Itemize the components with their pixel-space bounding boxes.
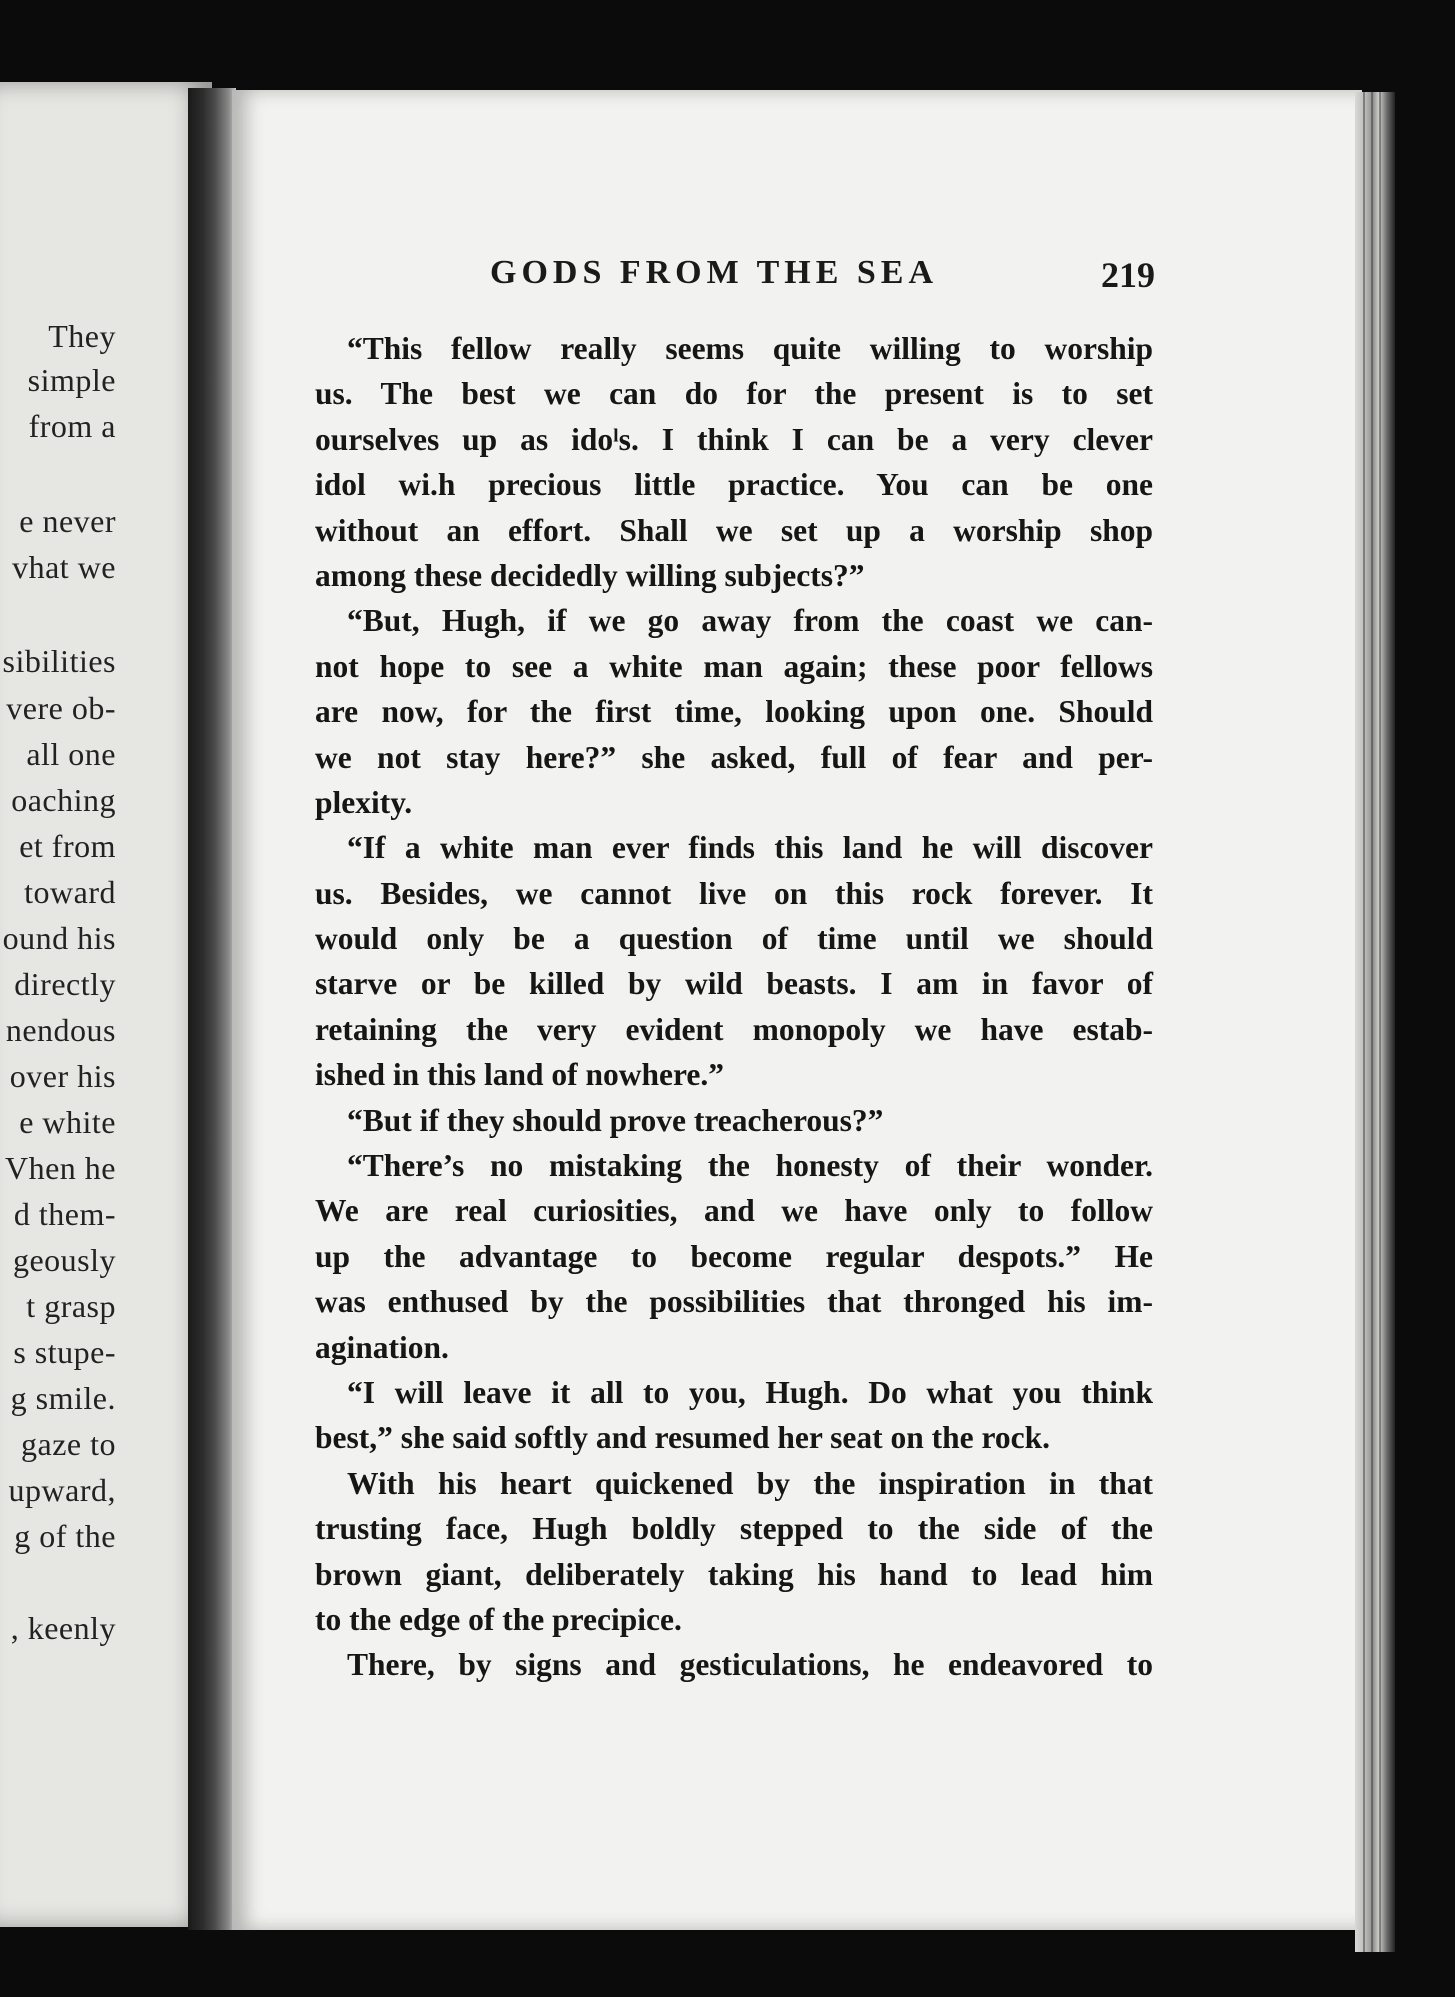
text-line: was enthused by the possibilities that thronged his im- [315, 1284, 1153, 1320]
text-line: us. Besides, we cannot live on this rock forever. It [315, 875, 1153, 911]
left-page-fragment: from a [28, 408, 116, 444]
left-page-fragment: toward [24, 874, 116, 910]
text-line: There, by signs and gesticulations, he endeavored to [347, 1647, 1153, 1683]
left-facing-page [0, 82, 212, 1927]
text-line: retaining the very evident monopoly we have estab- [315, 1011, 1153, 1047]
text-line: We are real curiosities, and we have only to follow [315, 1193, 1153, 1229]
text-line: “I will leave it all to you, Hugh. Do what you think [347, 1374, 1153, 1410]
left-page-fragment: They [48, 318, 116, 354]
left-page-fragment: geously [12, 1242, 116, 1278]
left-page-fragment: g smile. [10, 1380, 116, 1416]
book-gutter [188, 88, 236, 1930]
left-page-fragment: upward, [8, 1472, 116, 1508]
text-line: ished in this land of nowhere.” [315, 1057, 725, 1093]
text-line: trusting face, Hugh boldly stepped to the side of the [315, 1511, 1153, 1547]
left-page-fragment: Vhen he [4, 1150, 116, 1186]
page-number: 219 [1101, 255, 1155, 295]
left-page-fragment: gaze to [21, 1426, 116, 1462]
text-line: “There’s no mistaking the honesty of their wonder. [347, 1148, 1153, 1184]
left-page-fragment: t grasp [26, 1288, 116, 1324]
text-line: ourselves up as idoˡs. I think I can be a very clever [315, 421, 1153, 457]
running-head: GODS FROM THE SEA [490, 254, 939, 291]
left-page-fragment: , keenly [10, 1610, 116, 1646]
left-page-fragment: nendous [5, 1012, 116, 1048]
left-page-fragment: e white [19, 1104, 116, 1140]
left-page-fragment: directly [14, 966, 116, 1002]
text-line: plexity. [315, 784, 413, 820]
left-page-fragment: e never [19, 503, 116, 539]
left-page-fragment: oaching [11, 782, 116, 818]
text-line: starve or be killed by wild beasts. I am in favor of [315, 966, 1153, 1002]
text-line: “But, Hugh, if we go away from the coast we can- [347, 603, 1153, 639]
text-line: would only be a question of time until we should [315, 921, 1153, 957]
text-line: among these decidedly willing subjects?” [315, 557, 865, 593]
text-line: without an effort. Shall we set up a worship shop [315, 512, 1153, 548]
left-page-fragment: over his [9, 1058, 116, 1094]
left-page-fragment: vere ob- [6, 690, 116, 726]
body-text [315, 326, 1153, 1688]
left-page-fragment: g of the [14, 1518, 116, 1554]
left-page-fragment: et from [19, 828, 116, 864]
left-page-fragment: all one [26, 736, 116, 772]
text-line: best,” she said softly and resumed her seat on the rock. [315, 1420, 1051, 1456]
left-page-fragment: s stupe- [13, 1334, 116, 1370]
text-line: “This fellow really seems quite willing to worship [347, 331, 1153, 366]
text-line: With his heart quickened by the inspiration in that [347, 1465, 1153, 1501]
left-page-fragment: ound his [2, 920, 116, 956]
text-line: to the edge of the precipice. [315, 1601, 682, 1637]
text-line: agination. [315, 1329, 449, 1365]
page-header [490, 254, 1155, 298]
text-line: us. The best we can do for the present is to set [315, 376, 1153, 412]
left-page-fragment: vhat we [12, 549, 116, 585]
text-line: not hope to see a white man again; these poor fellows [315, 648, 1153, 684]
text-line: are now, for the first time, looking upon one. Should [315, 694, 1153, 730]
text-line: idol wi.h precious little practice. You can be one [315, 467, 1153, 503]
text-line: “If a white man ever finds this land he will discover [347, 830, 1153, 866]
text-line: we not stay here?” she asked, full of fear and per- [315, 739, 1153, 775]
text-line: up the advantage to become regular despots.” He [315, 1238, 1153, 1274]
text-line: brown giant, deliberately taking his hand to lead him [315, 1556, 1153, 1592]
left-page-fragment: d them- [13, 1196, 116, 1232]
text-line: “But if they should prove treacherous?” [347, 1102, 884, 1138]
left-page-fragment: sibilities [2, 643, 116, 679]
page-edges [1355, 92, 1395, 1952]
left-page-fragment: simple [27, 362, 116, 398]
